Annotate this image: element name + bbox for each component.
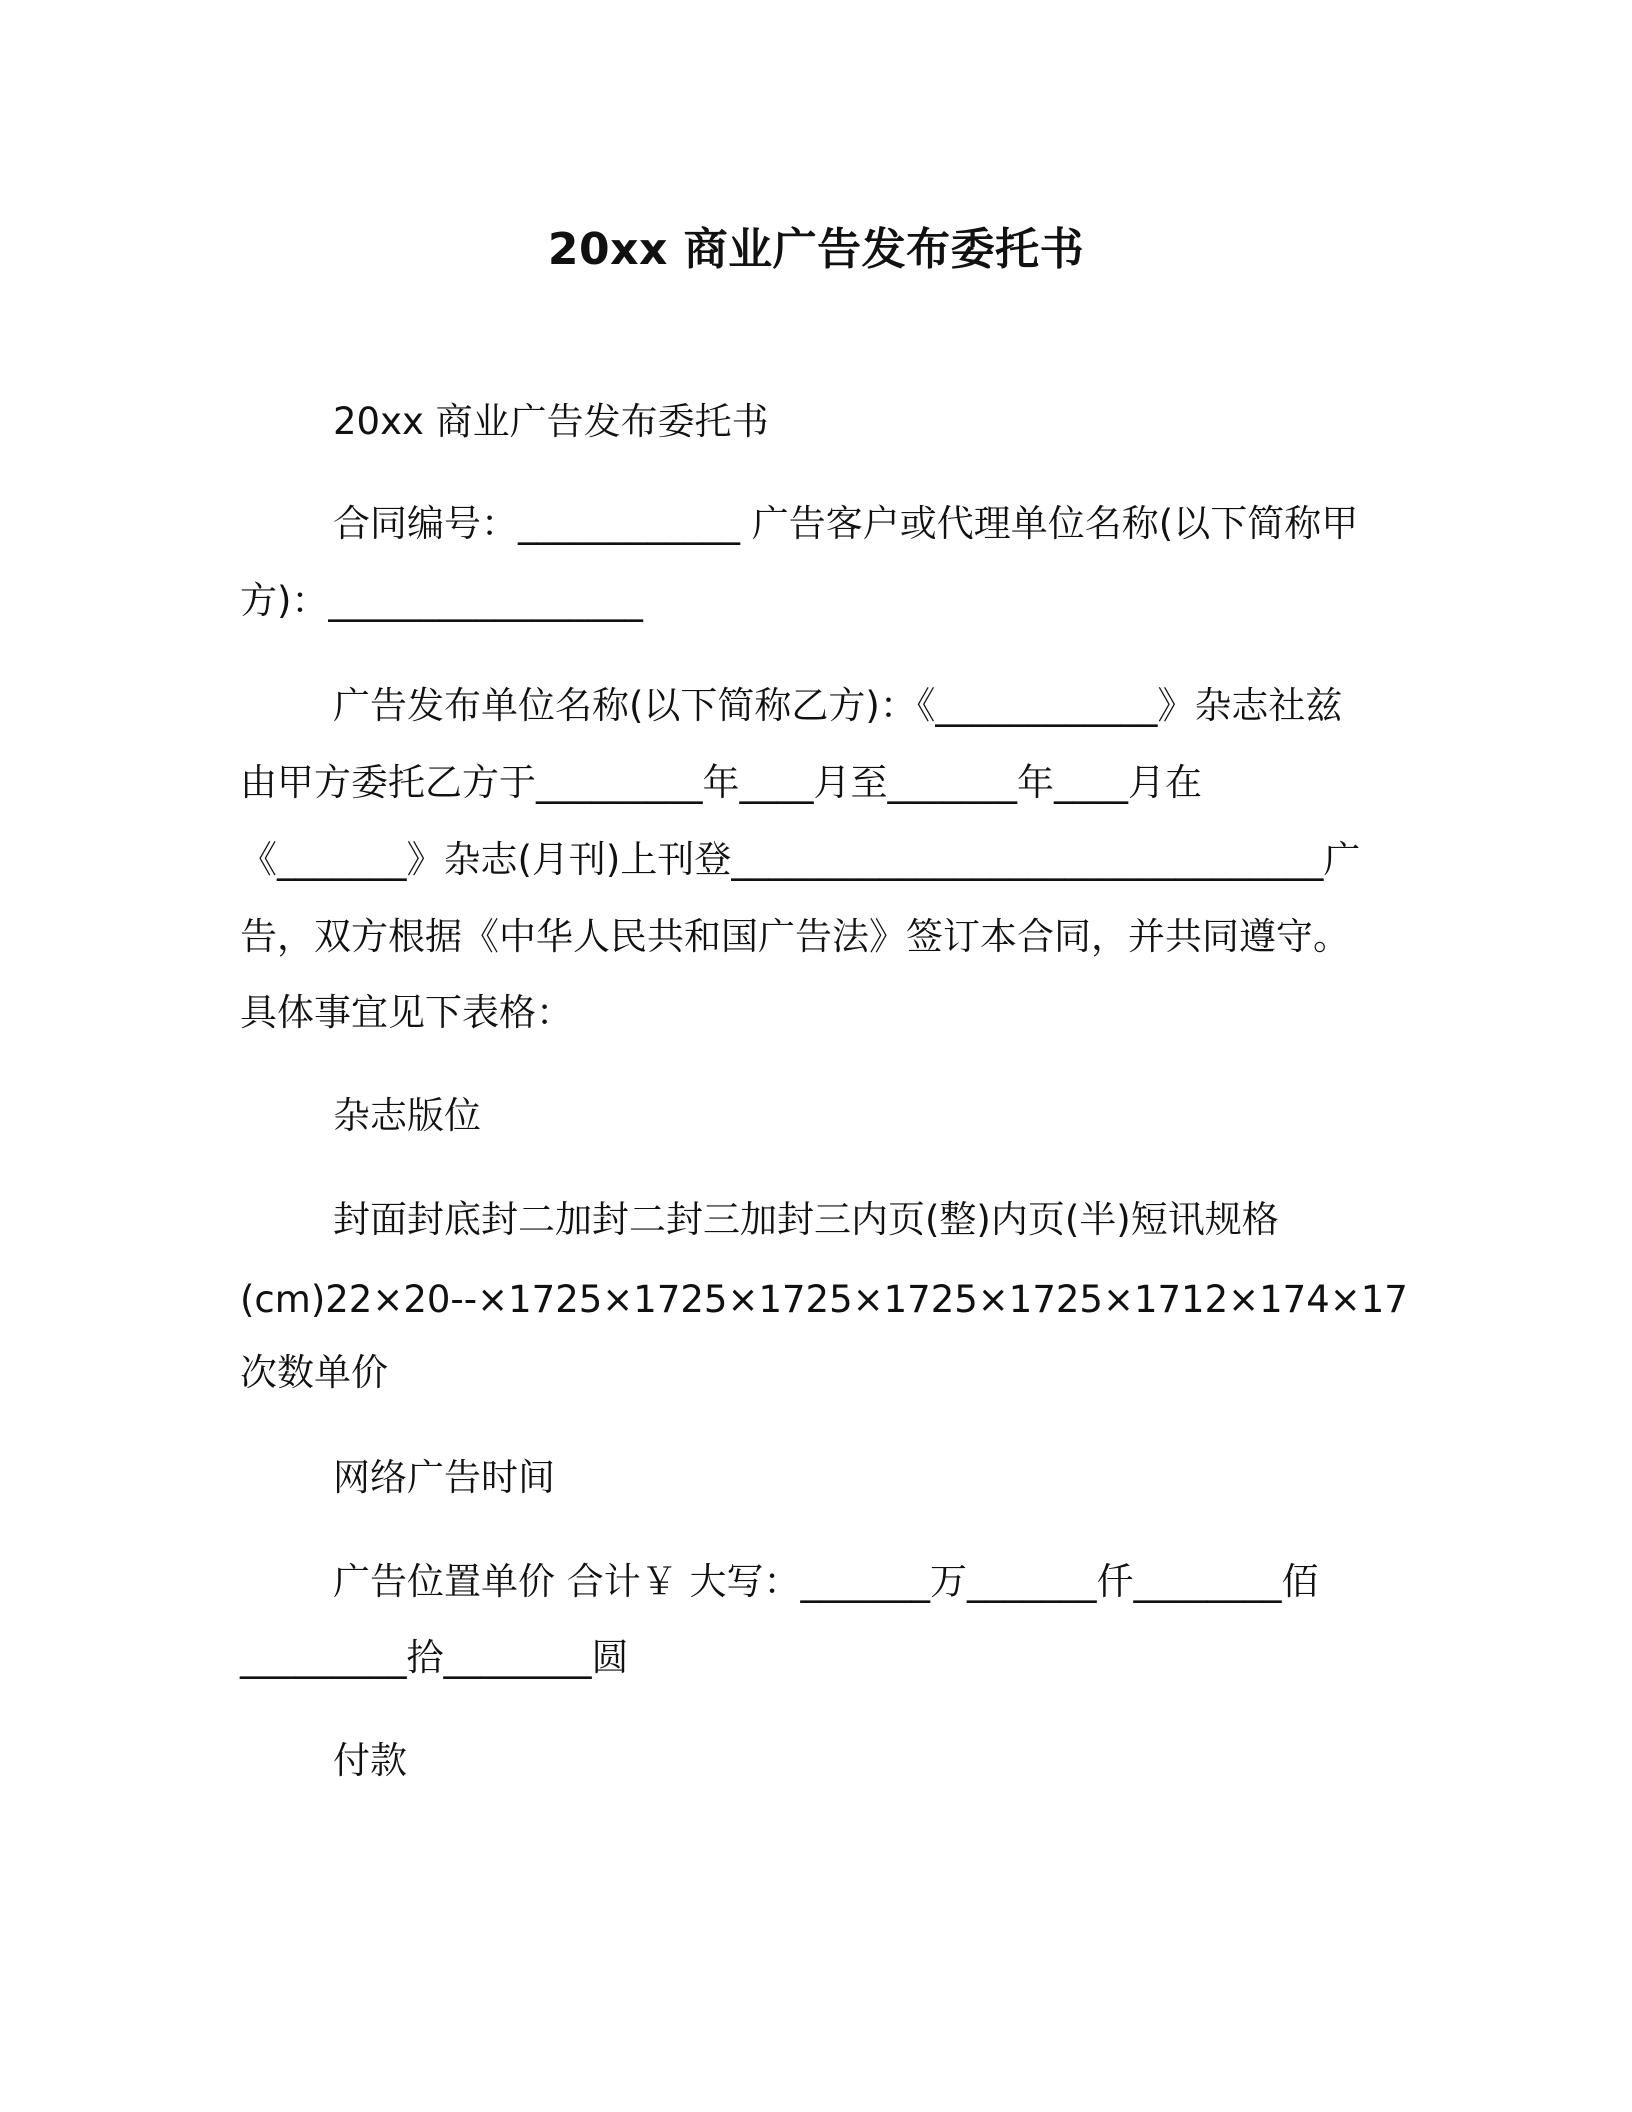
size-spec-line: (cm)22×20--×1725×1725×1725×1725×1725×1712×174×17 — [240, 1278, 1408, 1321]
amount-in-words-line: _________拾________圆 — [240, 1636, 629, 1679]
online-ad-time-line: 网络广告时间 — [333, 1456, 555, 1499]
subtitle-line: 20xx 商业广告发布委托书 — [333, 400, 769, 443]
position-types-line: 封面封底封二加封二封三加封三内页(整)内页(半)短讯规格 — [333, 1198, 1279, 1241]
details-intro-line: 具体事宜见下表格： — [240, 991, 573, 1034]
contract-number-line: 合同编号：____________ 广告客户或代理单位名称(以下简称甲 — [333, 502, 1359, 545]
party-a-line: 方)：_________________ — [240, 579, 643, 622]
ad-price-total-line: 广告位置单价 合计￥ 大写：_______万_______仟________佰 — [333, 1560, 1319, 1603]
magazine-position-heading: 杂志版位 — [333, 1094, 481, 1137]
payment-heading: 付款 — [333, 1739, 407, 1782]
magazine-publish-line: 《_______》杂志(月刊)上刊登________________________________广 — [240, 838, 1361, 881]
entrust-period-line: 由甲方委托乙方于_________年____月至_______年____月在 — [240, 761, 1202, 804]
count-price-line: 次数单价 — [240, 1351, 388, 1394]
document-title: 20xx 商业广告发布委托书 — [547, 224, 1085, 275]
agreement-line: 告，双方根据《中华人民共和国广告法》签订本合同，并共同遵守。 — [240, 915, 1350, 958]
party-b-line: 广告发布单位名称(以下简称乙方)：《____________》杂志社兹 — [333, 684, 1343, 727]
